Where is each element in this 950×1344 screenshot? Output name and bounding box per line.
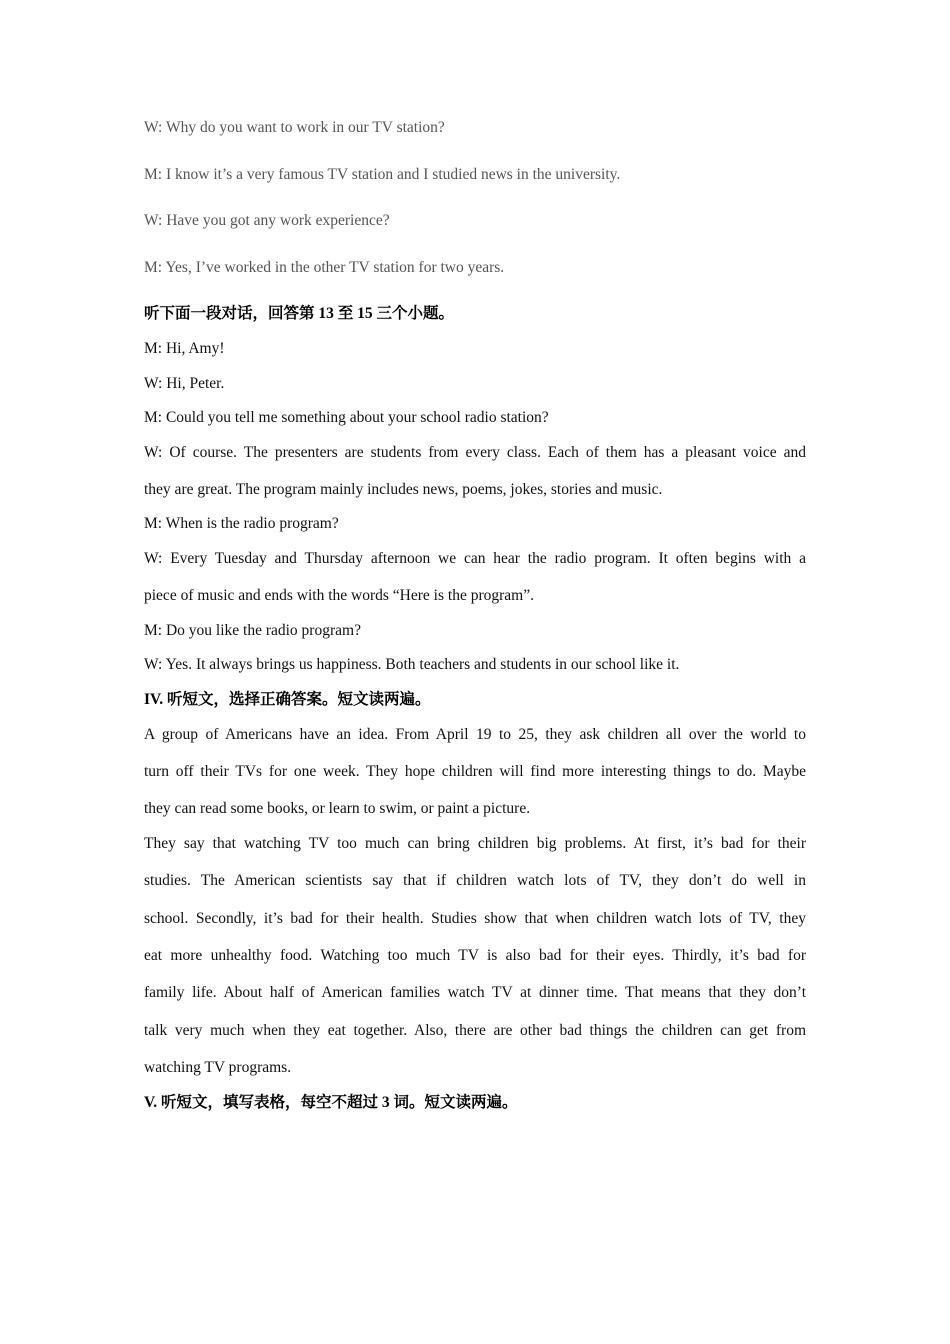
dialogue-line: M: When is the radio program? xyxy=(144,515,339,532)
dialogue-line: W: Why do you want to work in our TV station? xyxy=(144,119,445,136)
passage-line: They say that watching TV too much can bring children big problems. At first, it’s bad for their xyxy=(144,835,806,852)
dialogue-line: they are great. The program mainly includes news, poems, jokes, stories and music. xyxy=(144,481,663,498)
dialogue-line: M: Do you like the radio program? xyxy=(144,622,361,639)
dialogue-line: W: Have you got any work experience? xyxy=(144,212,390,229)
passage-line: watching TV programs. xyxy=(144,1059,292,1076)
dialogue-line: M: Could you tell me something about your school radio station? xyxy=(144,409,549,426)
section-heading-13-15: 听下面一段对话，回答第 13 至 15 三个小题。 xyxy=(144,305,455,322)
section-heading-v: V. 听短文，填写表格，每空不超过 3 词。短文读两遍。 xyxy=(144,1094,518,1111)
passage-line: family life. About half of American families watch TV at dinner time. That means that they don’t xyxy=(144,984,806,1001)
dialogue-line: W: Yes. It always brings us happiness. Both teachers and students in our school like it. xyxy=(144,656,680,673)
section-heading-iv: IV. 听短文，选择正确答案。短文读两遍。 xyxy=(144,691,431,708)
passage-line: they can read some books, or learn to swim, or paint a picture. xyxy=(144,800,531,817)
dialogue-line: W: Hi, Peter. xyxy=(144,375,225,392)
passage-line: talk very much when they eat together. Also, there are other bad things the children can get from xyxy=(144,1022,806,1039)
passage-line: turn off their TVs for one week. They hope children will find more interesting things to do. Maybe xyxy=(144,763,806,780)
passage-line: A group of Americans have an idea. From April 19 to 25, they ask children all over the world to xyxy=(144,726,806,743)
passage-line: school. Secondly, it’s bad for their health. Studies show that when children watch lots of TV, they xyxy=(144,910,806,927)
dialogue-line: piece of music and ends with the words “Here is the program”. xyxy=(144,587,534,604)
dialogue-line: M: I know it’s a very famous TV station and I studied news in the university. xyxy=(144,166,621,183)
passage-line: studies. The American scientists say that if children watch lots of TV, they don’t do well in xyxy=(144,872,806,889)
dialogue-line: W: Every Tuesday and Thursday afternoon we can hear the radio program. It often begins with a xyxy=(144,550,806,567)
dialogue-line: M: Hi, Amy! xyxy=(144,340,225,357)
dialogue-line: M: Yes, I’ve worked in the other TV station for two years. xyxy=(144,259,505,276)
dialogue-line: W: Of course. The presenters are students from every class. Each of them has a pleasant voice and xyxy=(144,444,806,461)
passage-line: eat more unhealthy food. Watching too much TV is also bad for their eyes. Thirdly, it’s bad for xyxy=(144,947,806,964)
